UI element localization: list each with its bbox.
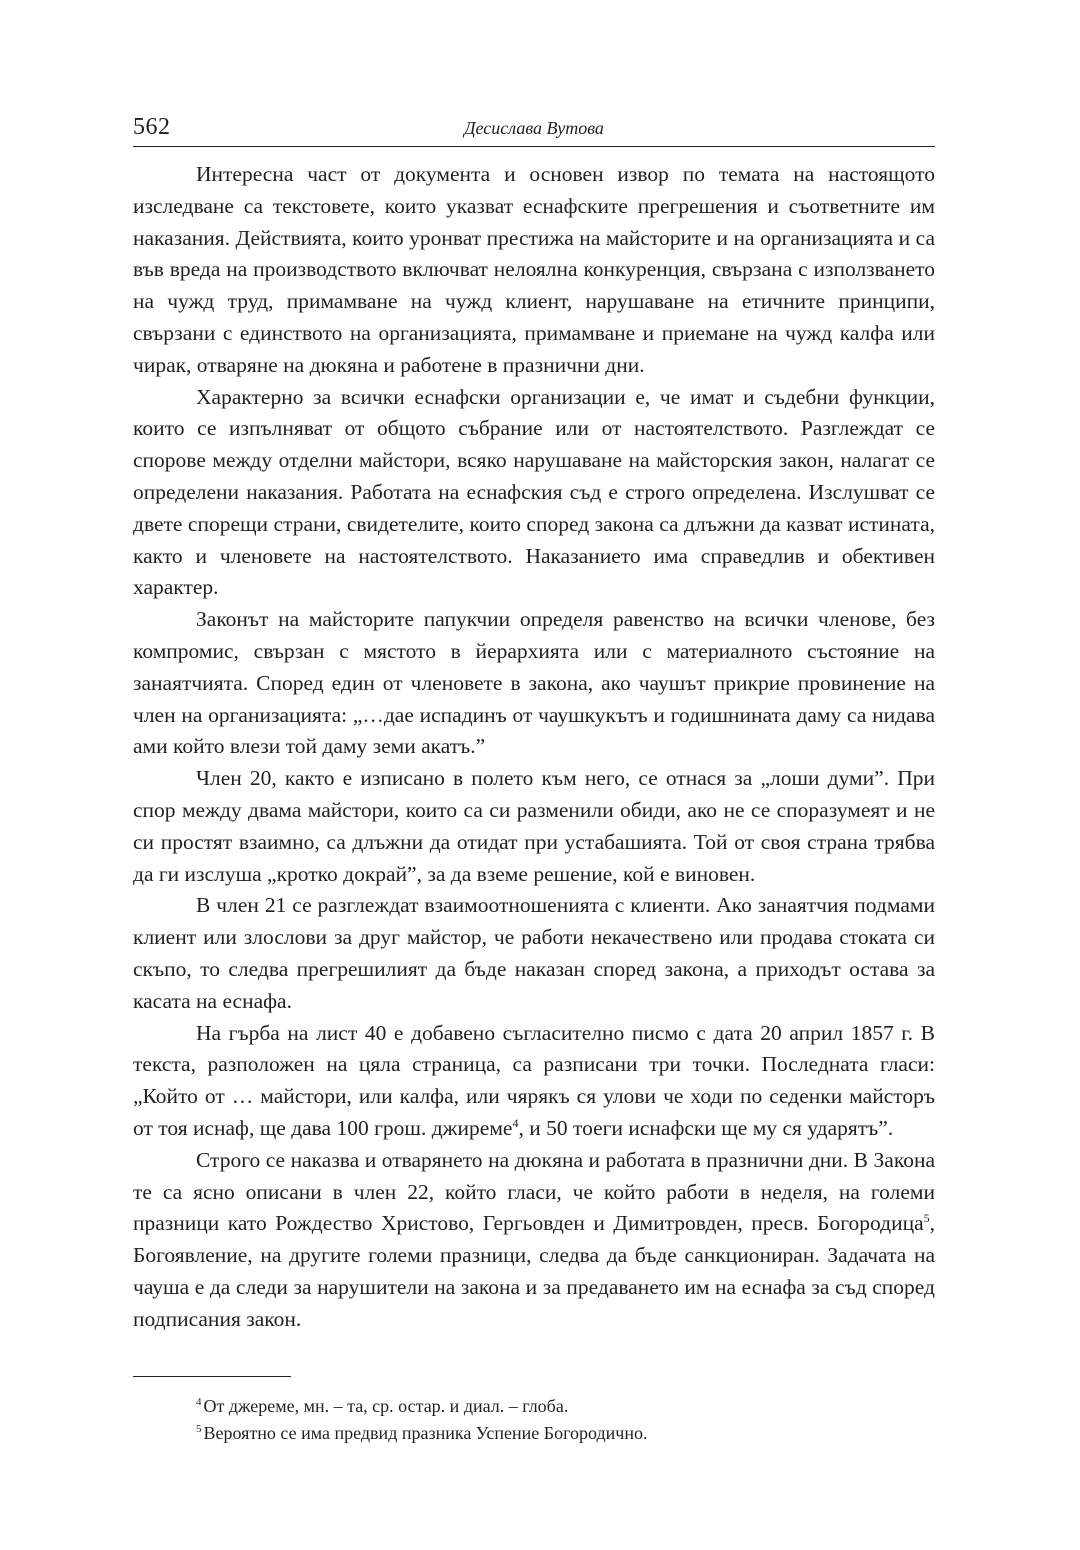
footnote-number: 5 [196, 1423, 202, 1436]
footnote-4 [133, 1393, 935, 1420]
paragraph-text: , и 50 тоеги иснафски ще му ся ударятъ”. [518, 1115, 894, 1140]
running-title: Десислава Вутова [464, 118, 604, 138]
footnote-divider [133, 1376, 291, 1377]
paragraph-text: Член 20, както е изписано в полето към него, се отнася за „лоши думи”. При спор между двама майстори, които са си разменили обиди, ако не се споразумеят и не си простят взаимно, са длъжни да отидат при устабашията. Той от своя страна трябва да ги изслуша „кротко докрай”, за да вземе решение, кой е виновен. [133, 766, 935, 886]
paragraph-3 [133, 604, 935, 763]
footnote-text: От джереме, мн. – та, ср. остар. и диал. – глоба. [203, 1396, 569, 1417]
footnote-ref-5[interactable]: 5 [923, 1211, 930, 1226]
paragraph-2 [133, 382, 935, 605]
paragraph-text: В член 21 се разглеждат взаимоотношенията с клиенти. Ако занаятчия подмами клиент или злослови за друг майстор, че работи некачествено или продава стоката си скъпо, то следва прегрешилият да бъде наказан според закона, а приходът остава за касата на еснафа. [133, 893, 935, 1013]
paragraph-text: Строго се наказва и отварянето на дюкяна и работата в празнични дни. В Закона те са ясно описани в член 22, който гласи, че който работи в неделя, на големи празници като Рождество Христово, Гергьовден и Димитровден, пресв. Богородица [133, 1147, 935, 1236]
footnotes [133, 1393, 935, 1447]
paragraph-4 [133, 763, 935, 890]
body-text [133, 159, 935, 1335]
paragraph-text: Законът на майсторите папукчии определя равенство на всички членове, без компромис, свързан с мястото в йерархията или с материалното състояние на занаятчията. Според един от членовете в закона, ако чаушът прикрие провинение на член на организацията: „…дае испадинъ от чаушкукътъ и годишнината даму са нидава ами който влези той даму земи акатъ.” [133, 607, 935, 759]
paragraph-7 [133, 1145, 935, 1336]
paragraph-text: Интересна част от документа и основен извор по темата на настоящото изследване са текстовете, които указват еснафските прегрешения и съответните им наказания. Действията, които уронват престижа на майсторите и на организацията и са във вреда на производството включват нелоялна конкуренция, свързана с използването на чужд труд, примамване на чужд клиент, нарушаване на етичните принципи, свързани с единството на организацията, примамване и приемане на чужд калфа или чирак, отваряне на дюкяна и работене в празнични дни. [133, 162, 935, 377]
page-number: 562 [133, 114, 171, 140]
paragraph-1 [133, 159, 935, 382]
paragraph-5 [133, 890, 935, 1017]
footnote-5 [133, 1420, 935, 1447]
paragraph-text: На гърба на лист 40 е добавено съгласително писмо с дата 20 април 1857 г. В текста, разположен на цяла страница, са разписани три точки. Последната гласи: „Който от … майстори, или калфа, или чярякъ ся улови че ходи по седенки майсторъ от тоя иснаф, ще дава 100 грош. джиреме [133, 1020, 935, 1140]
footnote-text: Вероятно се има предвид празника Успение Богородично. [203, 1423, 648, 1444]
paragraph-6 [133, 1018, 935, 1145]
footnote-number: 4 [196, 1396, 202, 1409]
footnote-ref-4[interactable]: 4 [512, 1115, 519, 1130]
page-header [133, 112, 935, 147]
paragraph-text: , Богоявление, на другите големи празници, следва да бъде санкциониран. Задачата на чауша е да следи за нарушители на закона и за предаването им на еснафа за съд според подписания закон. [133, 1211, 935, 1331]
book-page [133, 112, 935, 1447]
paragraph-text: Характерно за всички еснафски организации е, че имат и съдебни функции, които се изпълняват от общото събрание или от настоятелството. Разглеждат се спорове между отделни майстори, всяко нарушаване на майсторския закон, налагат се определени наказания. Работата на еснафския съд е строго определена. Изслушват се двете спорещи страни, свидетелите, които според закона са длъжни да казват истината, както и членовете на настоятелството. Наказанието има справедлив и обективен характер. [133, 384, 935, 600]
